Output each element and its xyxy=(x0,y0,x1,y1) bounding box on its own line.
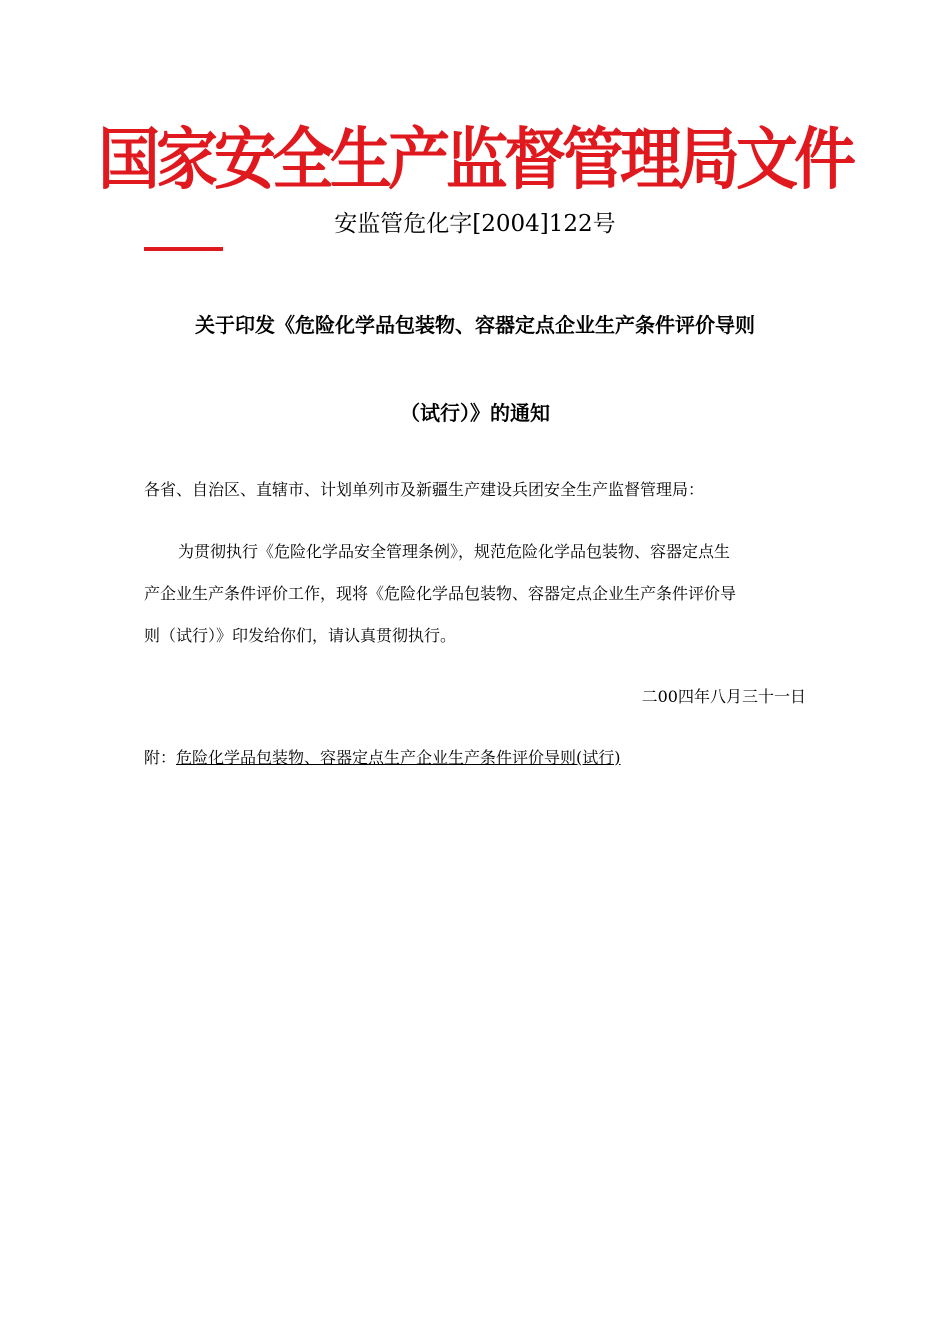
attachment-line xyxy=(144,746,621,770)
attachment-link[interactable]: 危险化学品包装物、容器定点生产企业生产条件评价导则(试行) xyxy=(176,748,621,767)
issue-date: 二00四年八月三十一日 xyxy=(641,687,806,706)
body-paragraph-line-3: 则（试行）》印发给你们，请认真贯彻执行。 xyxy=(144,626,457,645)
document-number: 安监管危化字[2004]122号 xyxy=(334,211,616,237)
document-header-title: 国家安全生产监督管理局文件 xyxy=(97,120,852,199)
body-paragraph-line-1: 为贯彻执行《危险化学品安全管理条例》，规范危险化学品包装物、容器定点生 xyxy=(178,542,731,561)
notice-title-line-2: （试行）》的通知 xyxy=(400,401,550,425)
attachment-prefix: 附： xyxy=(144,748,177,767)
red-divider-rule xyxy=(144,247,223,251)
notice-title-line-1: 关于印发《危险化学品包装物、容器定点企业生产条件评价导则 xyxy=(195,313,755,337)
recipient-line: 各省、自治区、直辖市、计划单列市及新疆生产建设兵团安全生产监督管理局： xyxy=(144,480,705,499)
body-paragraph-line-2: 产企业生产条件评价工作，现将《危险化学品包装物、容器定点企业生产条件评价导 xyxy=(144,584,737,603)
